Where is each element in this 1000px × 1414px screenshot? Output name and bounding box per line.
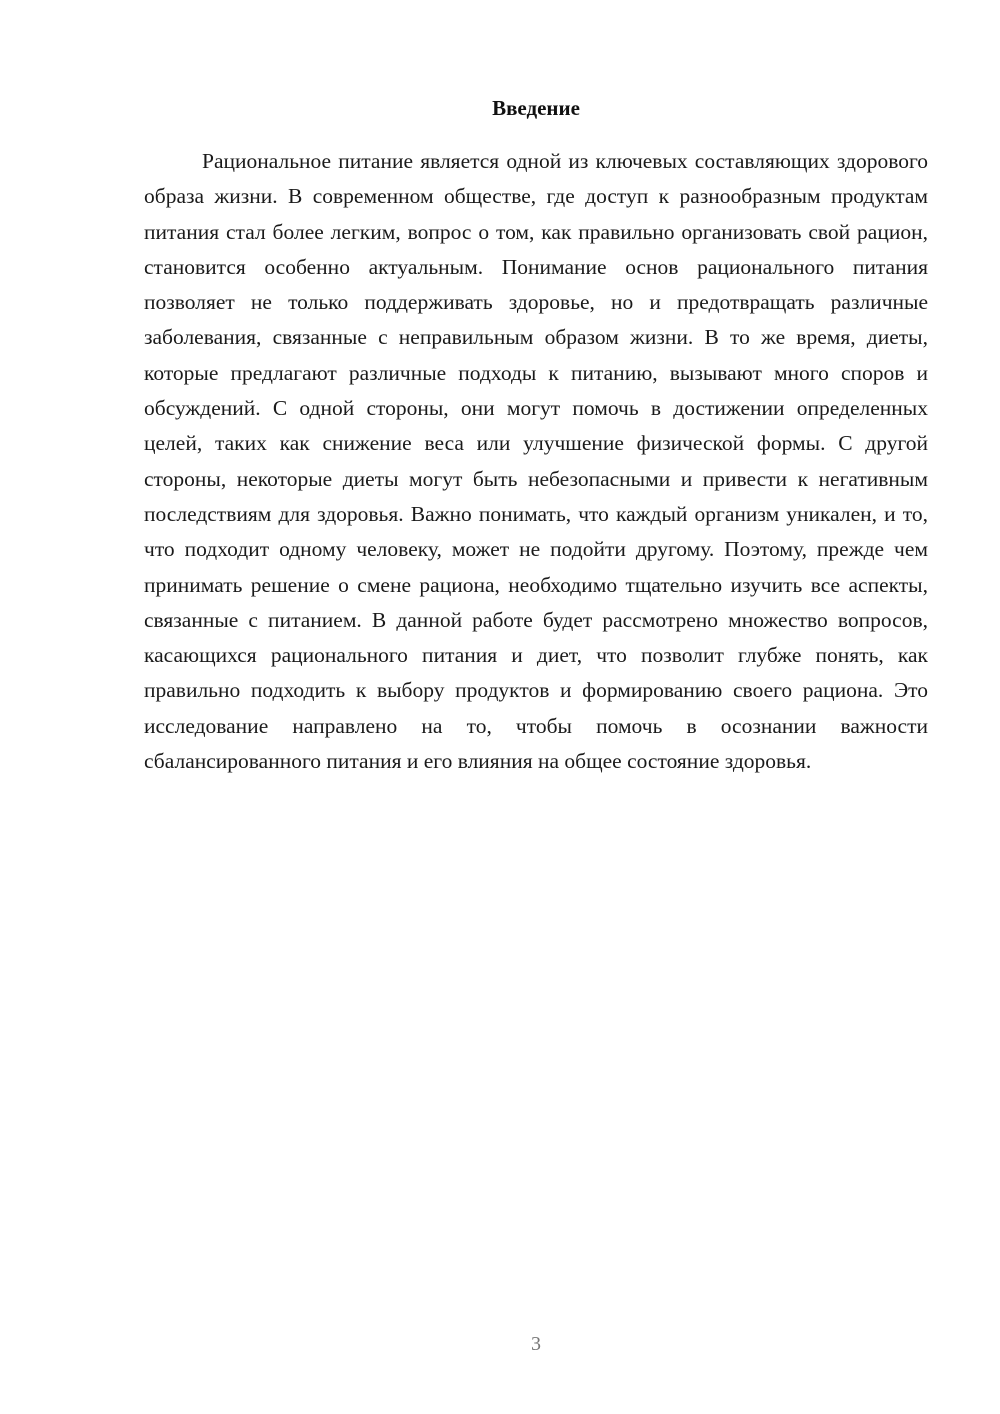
intro-paragraph: Рациональное питание является одной из ключевых составляющих здорового образа жизни. В современном обществе, где доступ к разнообразным продуктам питания стал более легким, вопрос о том, как правильно организовать свой рацион, становится особенно актуальным. Понимание основ рационального питания позволяет не только поддерживать здоровье, но и предотвращать различные заболевания, связанные с неправильным образом жизни. В то же время, диеты, которые предлагают различные подходы к питанию, вызывают много споров и обсуждений. С одной стороны, они могут помочь в достижении определенных целей, таких как снижение веса или улучшение физической формы. С другой стороны, некоторые диеты могут быть небезопасными и привести к негативным последствиям для здоровья. Важно понимать, что каждый организм уникален, и то, что подходит одному человеку, может не подойти другому. Поэтому, прежде чем принимать решение о смене рациона, необходимо тщательно изучить все аспекты, связанные с питанием. В данной работе будет рассмотрено множество вопросов, касающихся рационального питания и диет, что позволит глубже понять, как правильно подходить к выбору продуктов и формированию своего рациона. Это исследование направлено на то, чтобы помочь в осознании важности сбалансированного питания и его влияния на общее состояние здоровья. [144, 149, 928, 774]
section-heading: Введение [492, 96, 580, 120]
page-number: 3 [531, 1333, 541, 1355]
